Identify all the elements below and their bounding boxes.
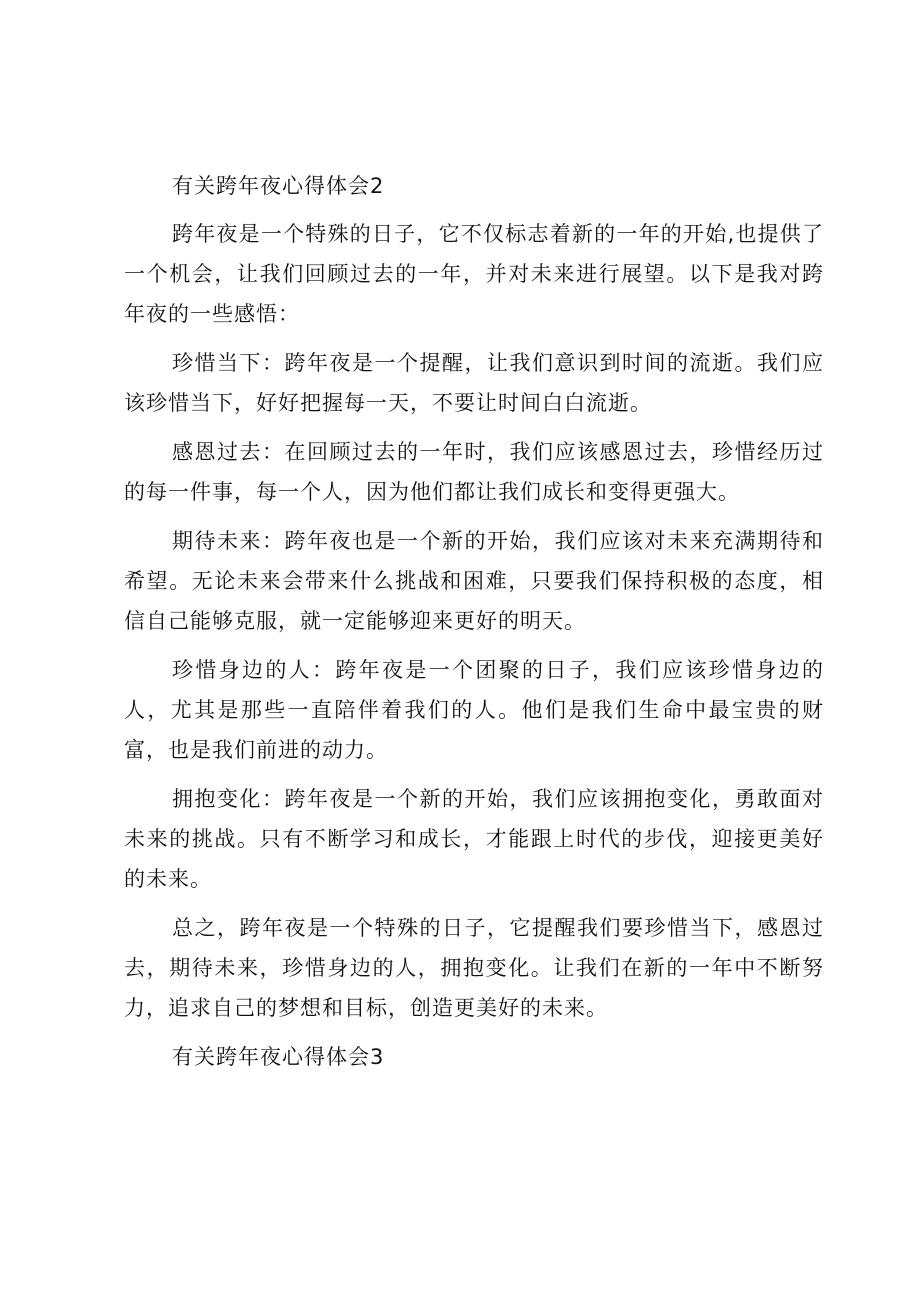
paragraph-gratitude-past: 感恩过去：在回顾过去的一年时，我们应该感恩过去，珍惜经历过的每一件事，每一个人，因为他们都让我们成长和变得更强大。 <box>124 440 824 504</box>
paragraph-intro: 跨年夜是一个特殊的日子，它不仅标志着新的一年的开始,也提供了一个机会，让我们回顾过去的一年，并对未来进行展望。以下是我对跨年夜的一些感悟： <box>124 222 824 326</box>
paragraph-expect-future: 期待未来：跨年夜也是一个新的开始，我们应该对未来充满期待和希望。无论未来会带来什么挑战和困难，只要我们保持积极的态度，相信自己能够克服，就一定能够迎来更好的明天。 <box>124 529 824 633</box>
paragraph-cherish-present: 珍惜当下：跨年夜是一个提醒，让我们意识到时间的流逝。我们应该珍惜当下，好好把握每一天，不要让时间白白流逝。 <box>124 351 824 415</box>
paragraph-conclusion: 总之，跨年夜是一个特殊的日子，它提醒我们要珍惜当下，感恩过去，期待未来，珍惜身边的人，拥抱变化。让我们在新的一年中不断努力，追求自己的梦想和目标，创造更美好的未来。 <box>124 916 824 1020</box>
paragraph-cherish-people: 珍惜身边的人：跨年夜是一个团聚的日子，我们应该珍惜身边的人，尤其是那些一直陪伴着我们的人。他们是我们生命中最宝贵的财富，也是我们前进的动力。 <box>124 658 824 762</box>
section-heading-2: 有关跨年夜心得体会2 <box>172 174 385 198</box>
paragraph-embrace-change: 拥抱变化：跨年夜是一个新的开始，我们应该拥抱变化，勇敢面对未来的挑战。只有不断学习和成长，才能跟上时代的步伐，迎接更美好的未来。 <box>124 787 824 891</box>
document-body <box>124 166 824 1085</box>
section-heading-3: 有关跨年夜心得体会3 <box>172 1045 385 1069</box>
